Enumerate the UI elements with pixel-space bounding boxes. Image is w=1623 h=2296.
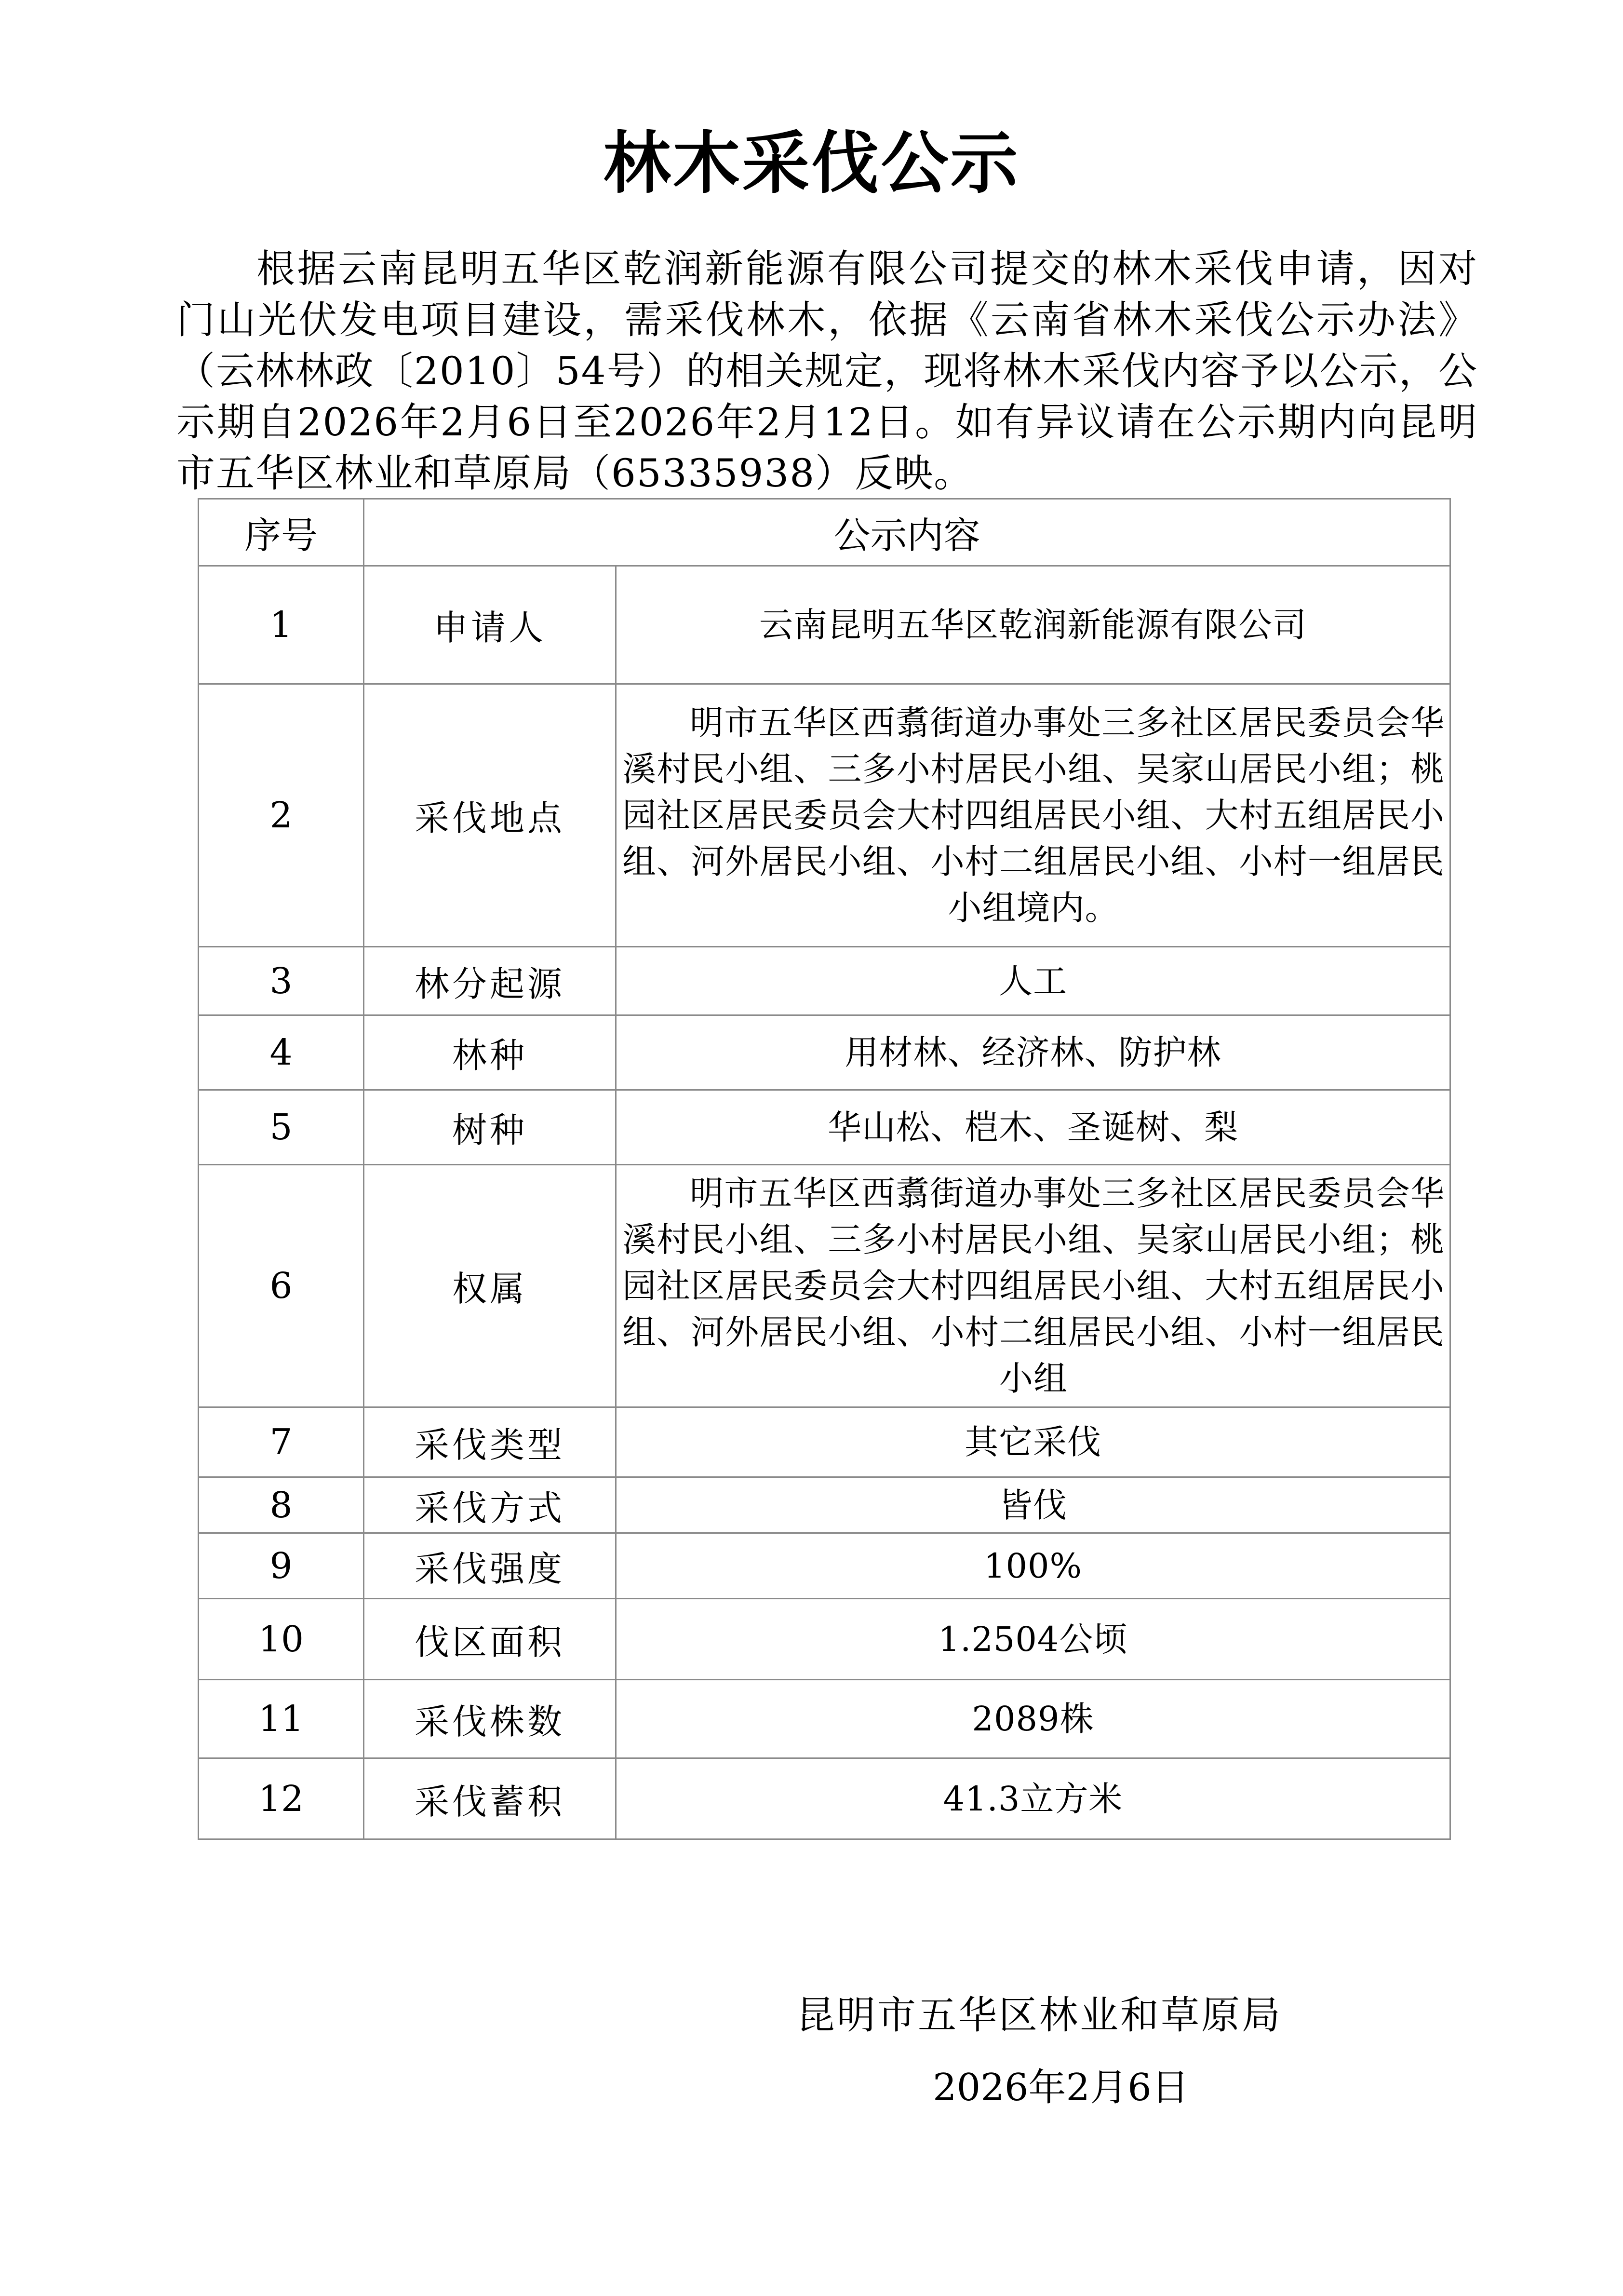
header-content: 公示内容 (364, 499, 1450, 566)
row-field: 林种 (364, 1015, 616, 1090)
row-number: 2 (199, 684, 364, 947)
row-value-text: 明市五华区西翥街道办事处三多社区居民委员会华溪村民小组、三多小村居民小组、吴家山居民小组；桃园社区居民委员会大村四组居民小组、大村五组居民小组、河外居民小组、小村二组居民小组、小村一组居民小组境内。 (622, 703, 1445, 928)
row-number: 9 (199, 1533, 364, 1599)
row-number: 7 (199, 1407, 364, 1477)
row-number: 4 (199, 1015, 364, 1090)
signature-organization: 昆明市五华区林业和草原局 (796, 1993, 1282, 2038)
row-field: 树种 (364, 1090, 616, 1165)
table-row (199, 1015, 1450, 1090)
intro-paragraph: 根据云南昆明五华区乾润新能源有限公司提交的林木采伐申请，因对门山光伏发电项目建设，需采伐林木，依据《云南省林木采伐公示办法》（云林林政〔2010〕54号）的相关规定，现将林木采伐内容予以公示，公示期自2026年2月6日至2026年2月12日。如有异议请在公示期内向昆明市五华区林业和草原局（65335938）反映。 (176, 246, 1478, 496)
row-value: 华山松、桤木、圣诞树、梨 (616, 1090, 1450, 1165)
row-field: 采伐株数 (364, 1680, 616, 1758)
row-value: 人工 (616, 947, 1450, 1015)
table-row (199, 1090, 1450, 1165)
row-field: 采伐强度 (364, 1533, 616, 1599)
signature-date: 2026年2月6日 (933, 2066, 1189, 2109)
table-row (199, 1407, 1450, 1477)
table-row (199, 947, 1450, 1015)
row-number: 6 (199, 1165, 364, 1407)
row-value (616, 1165, 1450, 1407)
row-number: 12 (199, 1758, 364, 1839)
table-row (199, 1533, 1450, 1599)
table-header-row (199, 499, 1450, 566)
row-number: 11 (199, 1680, 364, 1758)
table-row (199, 566, 1450, 684)
row-field: 林分起源 (364, 947, 616, 1015)
row-field: 权属 (364, 1165, 616, 1407)
row-value: 用材林、经济林、防护林 (616, 1015, 1450, 1090)
table-row (199, 684, 1450, 947)
row-field: 伐区面积 (364, 1599, 616, 1680)
header-seq: 序号 (199, 499, 364, 566)
table-row (199, 1680, 1450, 1758)
table-row (199, 1165, 1450, 1407)
table-row (199, 1599, 1450, 1680)
row-field: 采伐类型 (364, 1407, 616, 1477)
row-field: 采伐蓄积 (364, 1758, 616, 1839)
row-value (616, 684, 1450, 947)
page-title: 林木采伐公示 (603, 124, 1020, 203)
row-value: 云南昆明五华区乾润新能源有限公司 (616, 566, 1450, 684)
row-number: 5 (199, 1090, 364, 1165)
row-number: 1 (199, 566, 364, 684)
table-row (199, 1477, 1450, 1533)
row-number: 3 (199, 947, 364, 1015)
notice-table (198, 498, 1451, 1840)
table-row (199, 1758, 1450, 1839)
row-field: 申请人 (364, 566, 616, 684)
row-number: 10 (199, 1599, 364, 1680)
row-value: 其它采伐 (616, 1407, 1450, 1477)
row-field: 采伐地点 (364, 684, 616, 947)
row-value-text: 明市五华区西翥街道办事处三多社区居民委员会华溪村民小组、三多小村居民小组、吴家山居民小组；桃园社区居民委员会大村四组居民小组、大村五组居民小组、河外居民小组、小村二组居民小组、小村一组居民小组 (622, 1174, 1445, 1398)
row-number: 8 (199, 1477, 364, 1533)
row-value: 41.3立方米 (616, 1758, 1450, 1839)
row-field: 采伐方式 (364, 1477, 616, 1533)
row-value: 100% (616, 1533, 1450, 1599)
row-value: 1.2504公顷 (616, 1599, 1450, 1680)
row-value: 2089株 (616, 1680, 1450, 1758)
row-value: 皆伐 (616, 1477, 1450, 1533)
